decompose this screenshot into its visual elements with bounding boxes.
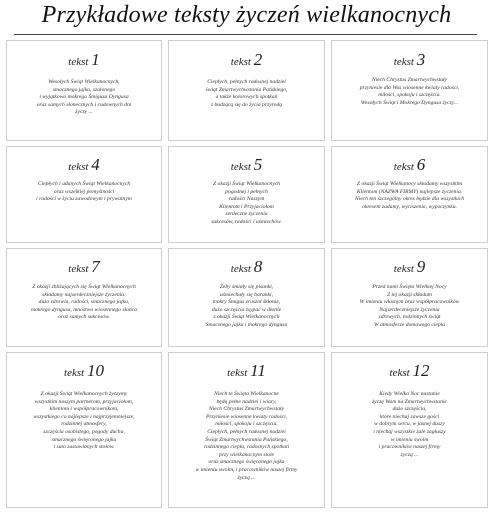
- greeting-card-11: [168, 352, 325, 508]
- greeting-card-4: [6, 146, 162, 243]
- card-text: Z okazji Świąt Wielkanocy składamy wszystkim Klientom (NAZWA FIRMY) najlepsze życzenia. Niech ten szczególny okres będzie dla wszystkich okresem zadumy, wyciszenia, wypoczynku.: [354, 181, 465, 210]
- greeting-card-7: [6, 248, 162, 347]
- card-text: Wesołych Świąt Wielkanocnych, smacznego jajka, szalonego i wyjątkowo mokrego Śmigusa Dyngusa oraz samych słonecznych i cudownych dni życzy ...: [36, 79, 132, 116]
- card-title: tekst 6: [393, 155, 426, 174]
- greeting-card-12: [331, 352, 488, 508]
- card-title: tekst 9: [393, 257, 426, 276]
- greeting-card-8: [168, 248, 325, 347]
- card-text: Z okazji Świąt Wielkanocnych pogodnej i pełnych radości Naszym Klientom i Przyjaciołom serdeczne życzenia sukcesów, radości i uśmiechów.: [211, 181, 282, 225]
- greeting-card-9: [331, 248, 488, 347]
- greeting-card-5: [168, 146, 325, 243]
- card-text: Z okazji Świąt Wielkanocnych życzymy wszystkim naszym partnerom, przyjaciołom, klientom i współpracownikom, wszystkiego co najlepsze i najprzyjemniejsze, rodzinnej atmosfery, szczęścia osobistego, pogody ducha, smacznego święconego jajka i suto zastawionych stołów.: [33, 391, 135, 451]
- card-text: Żeby śmiały się pisanki, uśmiechały się baranki, mokry Śmigus zraszał śkłonie, dużo szczęścia zsypać w dłonie z okazji Świąt Wielkanocnych Smacznego jajka i mokrego dyngusa: [205, 284, 288, 328]
- title-underline: [14, 34, 477, 35]
- greeting-card-6: [331, 146, 488, 243]
- card-title: tekst 5: [230, 155, 263, 174]
- card-text: Ciepłych, pełnych radosnej nadziei świąt Zmartwychwstania Pańskiego, a także kolorowych spotkań z budzącą się do życia przyrodą: [205, 79, 288, 108]
- card-text: Ciepłych i udanych Świąt Wielkanocnych oraz wszelkiej pomyślności i radości w życiu zawodowym i prywatnym: [36, 181, 132, 203]
- greeting-card-10: [6, 352, 162, 508]
- greetings-grid: [6, 40, 488, 508]
- greeting-card-3: [331, 40, 488, 141]
- greeting-card-1: [6, 40, 162, 141]
- card-text: Przed nami Święta Wielkiej Nocy Z tej okazji składam W imieniu własnym oraz współpracowników Najserdeczniejsze życzenia zdrowych, rodzinnych świąt W atmosferze domowego ciepła: [359, 284, 460, 328]
- card-title: tekst 12: [389, 361, 430, 380]
- card-title: tekst 2: [230, 50, 263, 69]
- card-title: tekst 7: [68, 257, 100, 276]
- card-text: Niech te Święta Wielkanocne będą pełne nadziei i wiary, Niech Chrystus Zmartwychwstały Przyniesie wiosenne kwiaty radości, miłości, spokoju i szczęścia. Ciepłych, pełnych radosnej nadziei Świąt Zmartwychwstania Pańskiego, rodzinnego ciepła, radosnych spotkań przy wielkanocnym stole oraz smacznego święconego jajka w imieniu swoim, i pracowników naszej firmy życzą ...: [195, 391, 298, 481]
- card-title: tekst 4: [68, 155, 100, 174]
- card-text: Z okazji zbliżających się Świąt Wielkanocnych składamy najserdeczniejsze życzenia: dużo zdrowia, radości, smacznego jajka, mokrego dyngusa, mnóstwo wiosennego słońca oraz samych sukcesów.: [31, 284, 137, 321]
- card-title: tekst 3: [393, 50, 426, 69]
- card-text: Kiedy Wielka Noc nastanie życzę Wam na Zmartwychwstanie dużo szczęścia, które niechaj zawsze gości w dobrym sercu, w jasnej duszy i niechaj wszystkie żale zagłuszy w imieniu swoim i pracowników naszej firmy życzą ...: [372, 391, 447, 458]
- greeting-card-2: [168, 40, 325, 141]
- card-text: Niech Chrystus Zmartwychwstały przyniesie dla Was wiosenne kwiaty radości, miłości, spokoju i szczęścia. Wesołych Świąt i Mokrego Dyngusa życzy...: [359, 77, 460, 106]
- card-title: tekst 11: [227, 361, 266, 380]
- page-title: Przykładowe teksty życzeń wielkanocnych: [41, 2, 452, 28]
- card-title: tekst 10: [64, 361, 104, 380]
- card-title: tekst 1: [68, 50, 100, 69]
- card-title: tekst 8: [230, 257, 263, 276]
